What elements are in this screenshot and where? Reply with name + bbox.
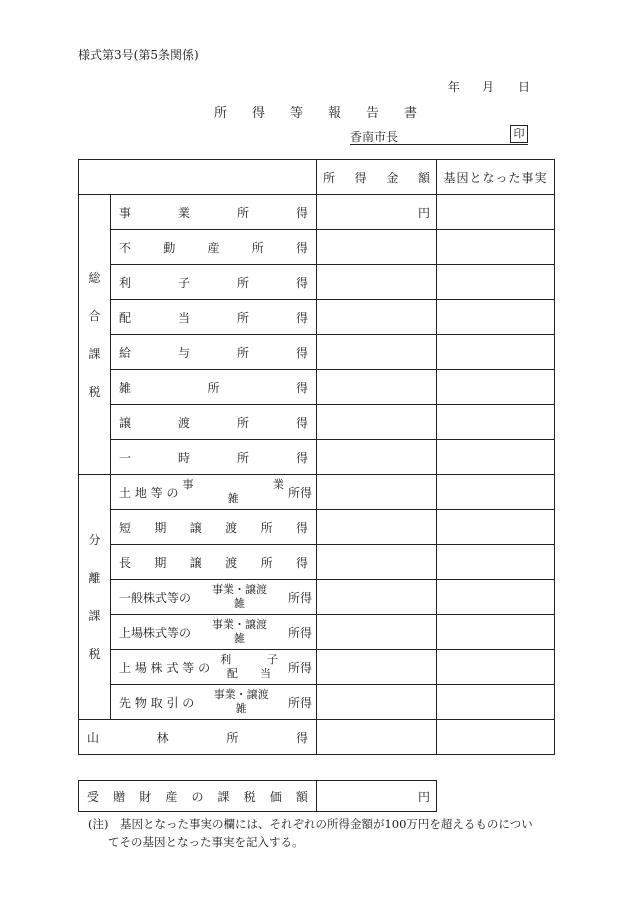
label-char: 得 <box>295 450 308 465</box>
label-char: 譲 <box>189 520 202 535</box>
label-tail: 所得 <box>287 625 312 640</box>
table-row <box>79 510 555 545</box>
label-char: 長 <box>119 555 132 570</box>
basis-cell[interactable] <box>437 370 555 405</box>
amount-cell[interactable] <box>317 615 437 650</box>
date-month-label: 月 <box>482 80 495 94</box>
label-char: 業 <box>177 205 190 220</box>
label-char: 税 <box>243 789 256 804</box>
amount-cell[interactable] <box>317 265 437 300</box>
label-stack-bottom: 雑 <box>234 632 245 645</box>
label-char: 所 <box>236 450 249 465</box>
label-stack-top: 事業・譲渡 <box>213 688 269 702</box>
amount-cell[interactable] <box>317 580 437 615</box>
label-stack-top: 業 <box>272 478 284 492</box>
basis-cell[interactable] <box>437 440 555 475</box>
label-lead: 土 地 等 の <box>119 485 179 500</box>
label-char: 一 <box>119 450 132 465</box>
label-char: 所 <box>207 380 220 395</box>
title-char: 等 <box>290 106 304 121</box>
row-label-short-term <box>111 510 317 545</box>
label-char: 所 <box>236 205 249 220</box>
label-char: 受 <box>87 789 100 804</box>
header-char: 所 <box>323 170 336 185</box>
section-char: 総 <box>88 270 101 285</box>
label-tail: 所得 <box>287 695 312 710</box>
label-char: 得 <box>295 520 308 535</box>
table-row <box>79 720 555 755</box>
amount-cell[interactable] <box>317 545 437 580</box>
label-char: 林 <box>156 730 169 745</box>
basis-cell[interactable] <box>437 685 555 720</box>
amount-cell[interactable] <box>317 230 437 265</box>
section-char: 課 <box>88 609 101 623</box>
basis-cell[interactable] <box>437 580 555 615</box>
label-char: 価 <box>269 789 282 804</box>
section-char: 合 <box>88 308 101 323</box>
section-general-label <box>79 195 111 475</box>
label-char: 産 <box>207 240 220 255</box>
table-row <box>79 195 555 230</box>
label-char: 与 <box>177 345 190 360</box>
label-char: 贈 <box>113 789 126 804</box>
label-char: 得 <box>295 730 308 745</box>
label-stack <box>191 618 288 646</box>
label-stack-top: 事 <box>182 478 194 492</box>
label-char: 期 <box>154 555 167 570</box>
basis-cell[interactable] <box>437 650 555 685</box>
label-tail: 所得 <box>287 590 312 605</box>
note-line-2: てその基因となった事実を記入する。 <box>108 835 304 849</box>
label-char: 動 <box>163 240 176 255</box>
table-row <box>79 685 555 720</box>
label-char: 渡 <box>225 520 238 535</box>
label-char: 所 <box>226 730 239 745</box>
title-char: 所 <box>214 106 228 121</box>
header-blank-cell <box>79 160 317 195</box>
basis-cell[interactable] <box>437 615 555 650</box>
label-char: 配 <box>119 310 132 325</box>
income-table <box>78 159 555 755</box>
amount-cell[interactable] <box>317 440 437 475</box>
header-basis: 基因となった事実 <box>437 160 555 195</box>
amount-cell[interactable] <box>317 405 437 440</box>
label-char: 短 <box>119 520 132 535</box>
row-label-occasional <box>111 440 317 475</box>
table-row <box>79 475 555 510</box>
label-char: 得 <box>295 415 308 430</box>
title-char: 書 <box>404 106 418 121</box>
row-label-forest <box>79 720 317 755</box>
label-stack-top: 子 <box>266 653 278 667</box>
title-char: 報 <box>328 106 342 121</box>
table-row <box>79 580 555 615</box>
label-char: 額 <box>295 789 308 804</box>
date-year-label: 年 <box>448 80 461 94</box>
row-label-transfer <box>111 405 317 440</box>
label-char: 所 <box>236 345 249 360</box>
label-char: 所 <box>251 240 264 255</box>
basis-cell[interactable] <box>437 720 555 755</box>
row-label-land <box>111 475 317 510</box>
label-stack-top: 利 <box>220 653 232 667</box>
label-lead: 上 場 株 式 等 の <box>119 660 211 675</box>
label-stack-bottom: 配 当 <box>227 667 272 680</box>
row-label-futures <box>111 685 317 720</box>
label-lead: 先 物 取 引 の <box>119 695 195 710</box>
table-row <box>79 650 555 685</box>
amount-cell[interactable] <box>317 475 437 510</box>
section-separate-label <box>79 475 111 720</box>
section-char: 税 <box>88 384 101 399</box>
label-stack <box>210 653 288 681</box>
label-char: 利 <box>119 275 132 290</box>
amount-cell[interactable] <box>317 720 437 755</box>
row-label-dividend <box>111 300 317 335</box>
label-char: 得 <box>295 555 308 570</box>
basis-cell[interactable] <box>437 545 555 580</box>
label-tail: 所得 <box>287 485 312 500</box>
table-row <box>79 335 555 370</box>
label-stack-bottom: 雑 <box>227 492 239 505</box>
amount-cell[interactable] <box>317 650 437 685</box>
table-row <box>79 440 555 475</box>
table-row <box>79 230 555 265</box>
label-stack <box>191 583 288 611</box>
row-label-long-term <box>111 545 317 580</box>
title-char: 告 <box>366 106 380 121</box>
table-row <box>79 265 555 300</box>
section-char: 分 <box>88 533 101 547</box>
label-char: 渡 <box>225 555 238 570</box>
label-char: 得 <box>295 345 308 360</box>
row-label-business <box>111 195 317 230</box>
label-tail: 所得 <box>287 660 312 675</box>
label-char: 子 <box>177 275 190 290</box>
date-line <box>448 78 530 95</box>
gift-label <box>79 781 317 812</box>
amount-cell[interactable] <box>317 370 437 405</box>
seal-box[interactable]: 印 <box>510 125 528 143</box>
amount-cell[interactable] <box>317 510 437 545</box>
basis-cell[interactable] <box>437 510 555 545</box>
gift-table <box>78 780 437 812</box>
label-char: 譲 <box>189 555 202 570</box>
label-char: 産 <box>165 789 178 804</box>
table-row <box>79 300 555 335</box>
table-row <box>79 545 555 580</box>
label-char: 得 <box>295 380 308 395</box>
recipient-name: 香南市長 <box>350 130 399 144</box>
header-char: 額 <box>417 170 430 185</box>
label-char: 所 <box>236 415 249 430</box>
label-stack-bottom: 雑 <box>235 702 247 715</box>
amount-cell[interactable] <box>317 300 437 335</box>
title-char: 得 <box>252 106 266 121</box>
row-label-listed-stocks <box>111 615 317 650</box>
section-char: 課 <box>88 346 101 361</box>
label-char: 期 <box>154 520 167 535</box>
basis-cell[interactable] <box>437 335 555 370</box>
row-label-salary <box>111 335 317 370</box>
basis-cell[interactable] <box>437 405 555 440</box>
date-day-label: 日 <box>518 80 531 94</box>
basis-cell[interactable] <box>437 300 555 335</box>
table-row <box>79 405 555 440</box>
basis-cell[interactable] <box>437 230 555 265</box>
header-char: 得 <box>354 170 367 185</box>
table-row <box>79 370 555 405</box>
label-stack-bottom: 雑 <box>234 597 245 610</box>
label-lead: 一般株式等の <box>119 590 192 605</box>
gift-row <box>79 781 437 812</box>
amount-cell[interactable] <box>317 335 437 370</box>
row-label-interest <box>111 265 317 300</box>
document-title <box>214 102 442 121</box>
basis-cell[interactable] <box>437 195 555 230</box>
label-stack-top: 事業・譲渡 <box>212 618 267 632</box>
label-lead: 上場株式等の <box>119 625 192 640</box>
amount-cell[interactable] <box>317 685 437 720</box>
label-char: 時 <box>177 450 190 465</box>
basis-cell[interactable] <box>437 265 555 300</box>
row-label-misc <box>111 370 317 405</box>
amount-cell[interactable]: 円 <box>317 195 437 230</box>
label-char: 得 <box>295 310 308 325</box>
header-amount <box>317 160 437 195</box>
label-char: 所 <box>260 555 273 570</box>
form-number: 様式第3号(第5条関係) <box>78 48 199 62</box>
label-char: 事 <box>119 205 132 220</box>
label-char: 所 <box>236 275 249 290</box>
section-char: 税 <box>88 647 101 661</box>
row-label-real-estate <box>111 230 317 265</box>
row-label-general-stocks <box>111 580 317 615</box>
label-char: 所 <box>236 310 249 325</box>
label-char: 給 <box>119 345 132 360</box>
recipient-line[interactable] <box>350 127 528 145</box>
label-char: 財 <box>139 789 152 804</box>
label-char: 課 <box>217 789 230 804</box>
label-stack <box>194 688 288 716</box>
gift-amount-cell[interactable]: 円 <box>317 781 437 812</box>
table-row <box>79 615 555 650</box>
section-char: 離 <box>88 571 101 585</box>
basis-cell[interactable] <box>437 475 555 510</box>
label-char: 得 <box>295 240 308 255</box>
row-label-listed-stocks-dividend <box>111 650 317 685</box>
label-char: 山 <box>87 730 100 745</box>
label-stack <box>178 478 288 506</box>
label-char: の <box>191 789 204 804</box>
label-char: 得 <box>295 275 308 290</box>
table-header-row <box>79 160 555 195</box>
label-char: 当 <box>177 310 190 325</box>
header-char: 金 <box>386 170 399 185</box>
note-line-1: (注) 基因となった事実の欄には、それぞれの所得金額が100万円を超えるものについ <box>88 817 533 831</box>
label-stack-top: 事業・譲渡 <box>212 583 267 597</box>
label-char: 譲 <box>119 415 132 430</box>
label-char: 不 <box>119 240 132 255</box>
label-char: 渡 <box>177 415 190 430</box>
label-char: 得 <box>295 205 308 220</box>
label-char: 所 <box>260 520 273 535</box>
label-char: 雑 <box>119 380 132 395</box>
